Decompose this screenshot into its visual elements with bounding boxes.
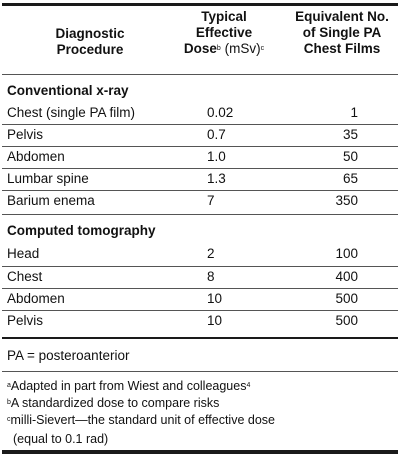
cell-dose: 1.3 [207,171,226,186]
header-dose-unit: (mSv) [224,41,261,56]
header-dose-line1: Typical [201,9,247,24]
cell-procedure: Abdomen [7,149,65,164]
cell-procedure: Pelvis [7,127,44,142]
cell-procedure: Head [7,246,40,261]
footnote-b-text: A standardized dose to compare risks [10,396,220,410]
section-rule [2,214,398,215]
table-row [0,243,400,265]
table-row [0,102,400,124]
table-row [0,190,400,212]
table-row [0,168,400,190]
cell-procedure: Barium enema [7,193,95,208]
header-unit-sup: c [260,45,265,52]
header-procedure-line2: Procedure [56,42,124,57]
cell-procedure: Chest (single PA film) [7,105,136,120]
cell-dose: 10 [207,313,223,328]
cell-dose: 0.7 [207,127,226,142]
table-row [0,288,400,310]
header-dose-word: Dose [183,41,217,56]
abbreviation-note: PA = posteroanterior [7,348,130,363]
cell-procedure: Lumbar spine [7,171,89,186]
header-dose-sup: b [216,45,221,52]
table-bottom-rule [2,337,398,339]
header-films-line1: Equivalent No. [295,9,389,24]
header-rule [2,74,398,75]
cell-films: 350 [335,193,358,208]
top-rule [2,3,398,6]
table-row [0,266,400,288]
cell-dose: 2 [207,246,215,261]
cell-dose: 7 [207,193,215,208]
footnote-b-mark: b [7,399,11,406]
table-row [0,124,400,146]
cell-procedure: Pelvis [7,313,44,328]
table-row [0,146,400,168]
page-bottom-rule [2,450,398,454]
cell-films: 400 [335,269,358,284]
cell-films: 1 [350,105,358,120]
cell-procedure: Chest [7,269,43,284]
cell-dose: 8 [207,269,215,284]
cell-films: 500 [335,313,358,328]
table-row [0,310,400,332]
header-films [286,9,398,79]
cell-films: 100 [335,246,358,261]
footnote-a-mark: a [7,382,11,389]
header-films-line2: of Single PA [302,25,382,40]
cell-films: 50 [342,149,358,164]
section-title-conventional: Conventional x-ray [7,83,129,98]
footnote-a-ref: 4 [246,382,251,389]
cell-dose: 0.02 [207,105,234,120]
footnote-c-mark: c [7,416,11,423]
cell-procedure: Abdomen [7,291,65,306]
footnote-c [7,412,275,447]
footnote-c-text-line2: (equal to 0.1 rad) [13,432,109,446]
cell-dose: 1.0 [207,149,226,164]
header-dose-line3 [168,41,280,60]
section-title-ct: Computed tomography [7,223,156,238]
footnote-a-text: Adapted in part from Wiest and colleagues [10,379,247,393]
header-dose [168,9,280,79]
cell-films: 65 [342,171,358,186]
notes-rule [2,371,398,372]
cell-films: 35 [342,127,358,142]
cell-films: 500 [335,291,358,306]
cell-dose: 10 [207,291,223,306]
header-procedure-line1: Diagnostic [55,26,125,41]
header-dose-line2: Effective [195,25,253,40]
header-films-line3: Chest Films [303,41,381,56]
footnote-c-text: milli-Sievert—the standard unit of effective dose [10,413,275,427]
